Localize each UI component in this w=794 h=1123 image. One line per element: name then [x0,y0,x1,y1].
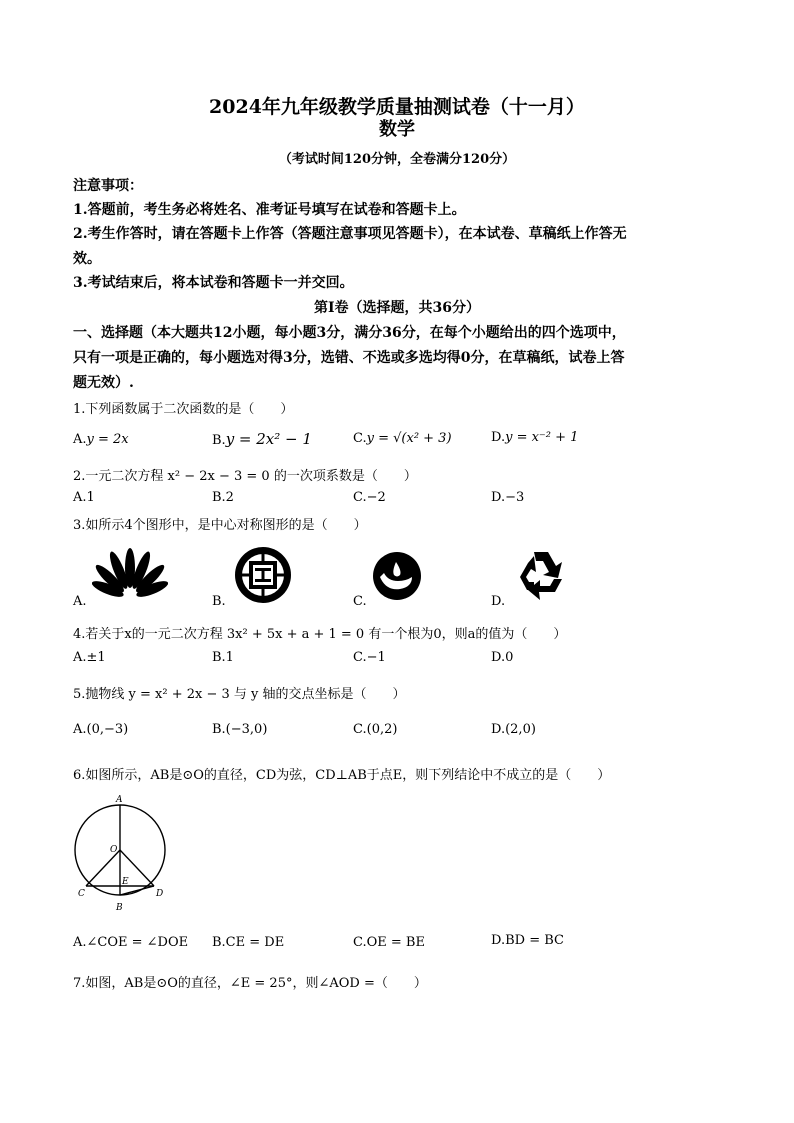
notice-item-1: 1.答题前，考生务必将姓名、准考证号填写在试卷和答题卡上。 [73,202,466,218]
q6-option-a: A.∠COE = ∠DOE [73,935,189,950]
q3-option-b: B. [212,594,226,609]
q5-option-b: B.(−3,0) [212,722,268,737]
notice-heading: 注意事项： [73,178,143,194]
label-d: D [156,889,164,899]
q4-stem: 4.若关于x的一元二次方程 3x² + 5x + a + 1 = 0 有一个根为0，则a的值为（ ） [73,627,567,642]
q3-figure-d-recycle-icon [512,548,570,604]
q1-stem: 1.下列函数属于二次函数的是（ ） [73,402,294,417]
q2-option-d: D.−3 [491,490,525,505]
q4-option-c: C.−1 [353,650,386,665]
notice-item-2-line-2: 效。 [73,251,101,267]
q3-option-c: C. [353,594,367,609]
segment-bd [120,886,154,895]
label-e: E [122,877,129,887]
label-b: B [116,903,123,913]
q1-option-b: B.y = 2x² − 1 [212,430,312,448]
exam-title: 2024年九年级教学质量抽测试卷（十一月） [209,96,585,118]
q2-option-b: B.2 [212,490,234,505]
section-instruction-line-3: 题无效）. [73,375,134,391]
q2-stem: 2.一元二次方程 x² − 2x − 3 = 0 的一次项系数是（ ） [73,469,417,484]
q3-option-d: D. [491,594,506,609]
notice-item-3: 3.考试结束后，将本试卷和答题卡一并交回。 [73,275,354,291]
q6-option-c: C.OE = BE [353,935,425,950]
section-instruction-line-1: 一、选择题（本大题共12小题，每小题3分，满分36分，在每个小题给出的四个选项中， [73,325,626,341]
q3-figure-a-fan-icon [92,548,168,606]
q6-option-d: D.BD = BC [491,933,564,948]
label-c: C [78,889,85,899]
q2-option-a: A.1 [73,490,95,505]
section-instruction-line-2: 只有一项是正确的，每小题选对得3分，选错、不选或多选均得0分，在草稿纸，试卷上答 [73,350,625,366]
q4-option-d: D.0 [491,650,514,665]
q1-option-c: C.y = √(x² + 3) [353,431,452,446]
q2-option-c: C.−2 [353,490,386,505]
q3-stem: 3.如所示4个图形中，是中心对称图形的是（ ） [73,518,367,533]
subject-title: 数学 [379,119,415,140]
q7-stem: 7.如图，AB是⊙O的直径，∠E = 25°，则∠AOD =（ ） [73,976,427,991]
q5-option-c: C.(0,2) [353,722,398,737]
exam-time-note: （考试时间120分钟，全卷满分120分） [278,152,516,167]
q5-option-a: A.(0,−3) [73,722,129,737]
label-a: A [116,795,123,805]
q6-stem: 6.如图所示，AB是⊙O的直径，CD为弦，CD⊥AB于点E，则下列结论中不成立的是（ ） [73,768,611,783]
q4-option-a: A.±1 [73,650,106,665]
q6-option-b: B.CE = DE [212,935,285,950]
notice-item-2-line-1: 2.考生作答时，请在答题卡上作答（答题注意事项见答题卡），在本试卷、草稿纸上作答无 [73,226,627,242]
q5-stem: 5.抛物线 y = x² + 2x − 3 与 y 轴的交点坐标是（ ） [73,687,406,702]
q3-figure-b-emblem-icon [234,546,292,604]
q1-option-d: D.y = x⁻² + 1 [491,430,579,445]
q3-figure-c-drop-icon [372,551,422,601]
q5-option-d: D.(2,0) [491,722,536,737]
segment-oc [86,850,120,886]
label-o: O [110,845,118,855]
q3-option-a: A. [73,594,87,609]
q6-circle-diagram [70,790,174,914]
section-title: 第Ⅰ卷（选择题，共36分） [313,300,481,316]
q4-option-b: B.1 [212,650,234,665]
q1-option-a: A.y = 2x [73,432,129,447]
